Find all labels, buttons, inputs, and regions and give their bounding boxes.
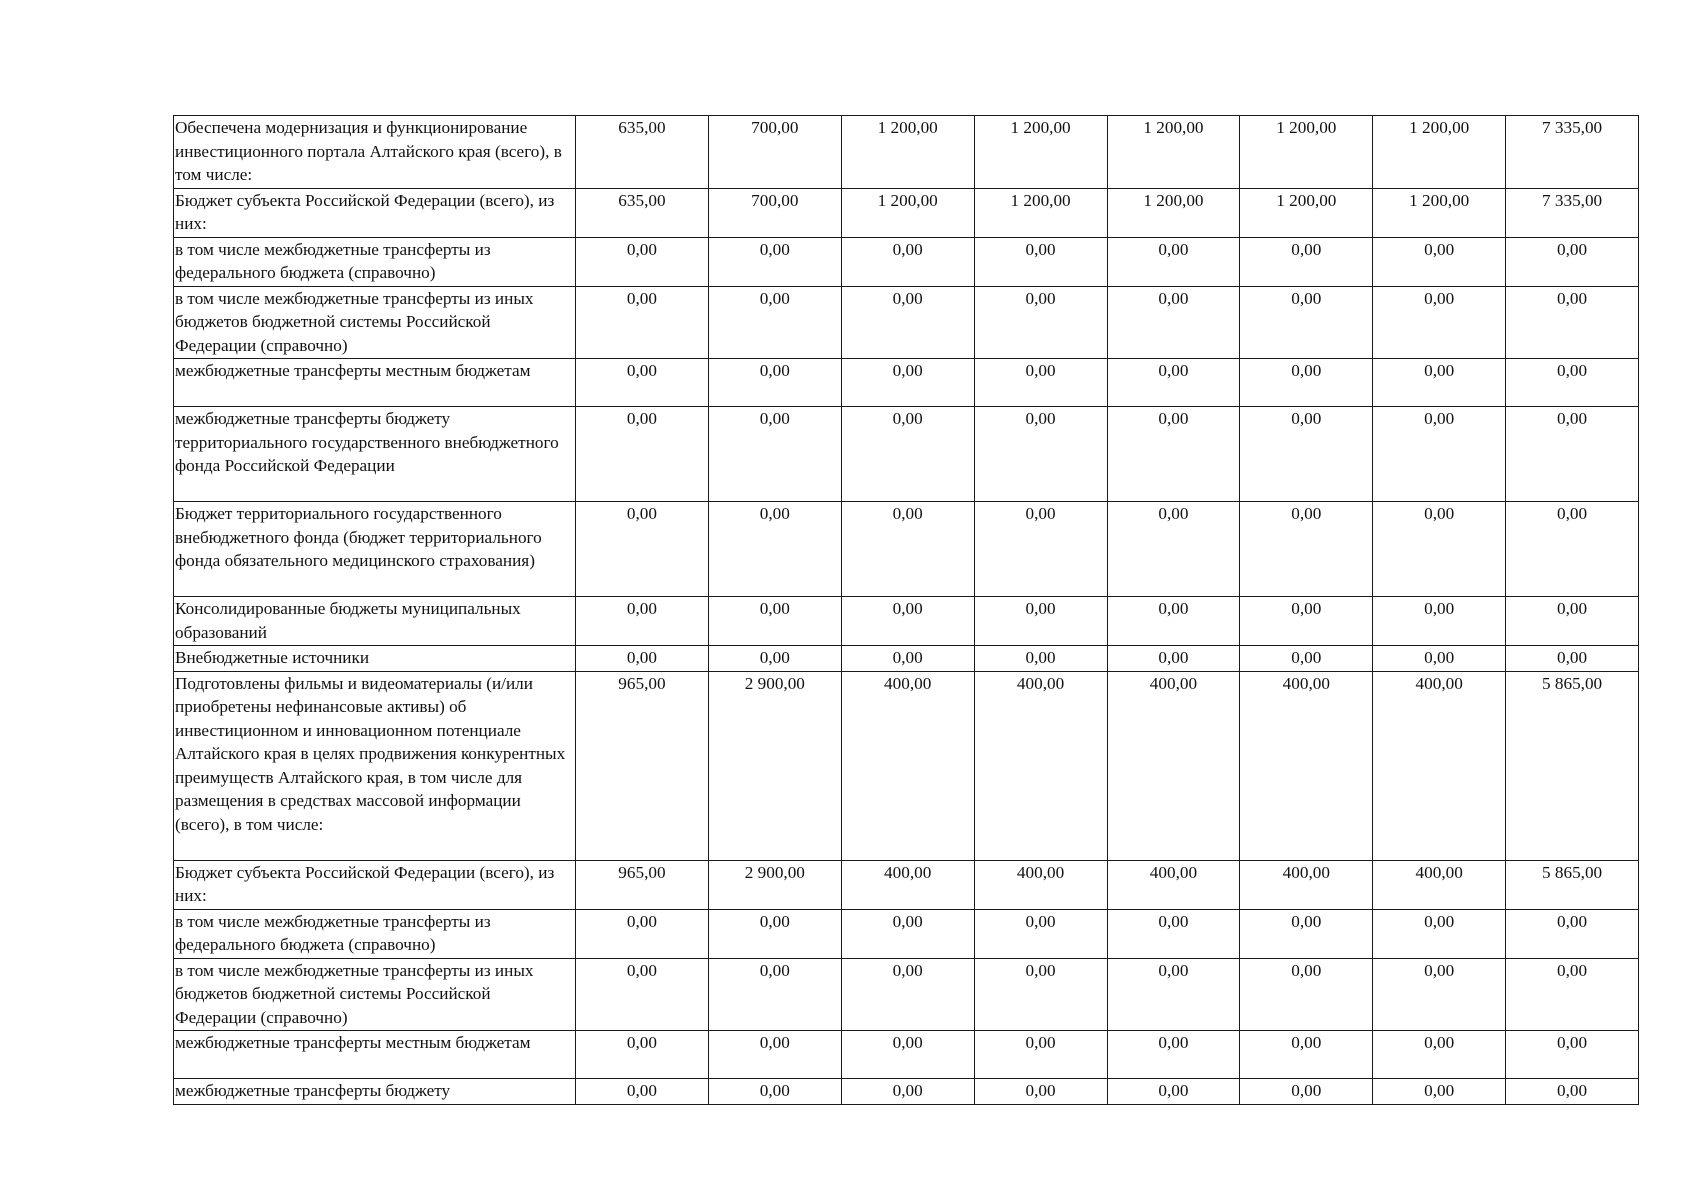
value-cell: 0,00 bbox=[974, 237, 1107, 286]
table-row bbox=[174, 286, 1639, 359]
value-cell: 0,00 bbox=[708, 597, 841, 646]
row-label-cell: межбюджетные трансферты местным бюджетам bbox=[174, 1031, 576, 1079]
value-cell: 0,00 bbox=[1107, 286, 1240, 359]
value-cell: 0,00 bbox=[1373, 286, 1506, 359]
value-cell: 0,00 bbox=[1373, 237, 1506, 286]
value-cell: 0,00 bbox=[1373, 407, 1506, 502]
value-cell: 1 200,00 bbox=[1373, 188, 1506, 237]
financing-table-body bbox=[174, 116, 1639, 1105]
table-row bbox=[174, 909, 1639, 958]
value-cell: 0,00 bbox=[1373, 502, 1506, 597]
value-cell: 0,00 bbox=[708, 958, 841, 1031]
table-row bbox=[174, 116, 1639, 189]
value-cell: 0,00 bbox=[974, 646, 1107, 672]
value-cell: 0,00 bbox=[841, 909, 974, 958]
value-cell: 0,00 bbox=[708, 502, 841, 597]
value-cell: 0,00 bbox=[576, 407, 709, 502]
value-cell: 0,00 bbox=[841, 597, 974, 646]
value-cell: 0,00 bbox=[1506, 407, 1639, 502]
value-cell: 0,00 bbox=[1107, 237, 1240, 286]
value-cell: 0,00 bbox=[1240, 237, 1373, 286]
value-cell: 0,00 bbox=[974, 1079, 1107, 1105]
value-cell: 700,00 bbox=[708, 116, 841, 189]
table-row bbox=[174, 502, 1639, 597]
value-cell: 1 200,00 bbox=[841, 116, 974, 189]
value-cell: 2 900,00 bbox=[708, 671, 841, 860]
value-cell: 400,00 bbox=[974, 671, 1107, 860]
value-cell: 400,00 bbox=[841, 860, 974, 909]
value-cell: 0,00 bbox=[1107, 909, 1240, 958]
value-cell: 0,00 bbox=[1240, 286, 1373, 359]
row-label-cell: в том числе межбюджетные трансферты из федерального бюджета (справочно) bbox=[174, 237, 576, 286]
value-cell: 0,00 bbox=[841, 286, 974, 359]
value-cell: 0,00 bbox=[708, 646, 841, 672]
value-cell: 0,00 bbox=[576, 286, 709, 359]
value-cell: 400,00 bbox=[1107, 671, 1240, 860]
row-label-cell: Бюджет субъекта Российской Федерации (всего), из них: bbox=[174, 860, 576, 909]
table-row bbox=[174, 237, 1639, 286]
value-cell: 0,00 bbox=[1240, 646, 1373, 672]
value-cell: 0,00 bbox=[1506, 286, 1639, 359]
value-cell: 1 200,00 bbox=[1240, 188, 1373, 237]
row-label-cell: Обеспечена модернизация и функционирование инвестиционного портала Алтайского края (всего), в том числе: bbox=[174, 116, 576, 189]
value-cell: 0,00 bbox=[1240, 407, 1373, 502]
value-cell: 400,00 bbox=[1373, 860, 1506, 909]
value-cell: 0,00 bbox=[576, 502, 709, 597]
value-cell: 1 200,00 bbox=[974, 116, 1107, 189]
value-cell: 0,00 bbox=[1373, 359, 1506, 407]
value-cell: 0,00 bbox=[974, 407, 1107, 502]
value-cell: 400,00 bbox=[841, 671, 974, 860]
value-cell: 7 335,00 bbox=[1506, 188, 1639, 237]
table-row bbox=[174, 1031, 1639, 1079]
value-cell: 0,00 bbox=[576, 359, 709, 407]
value-cell: 0,00 bbox=[841, 237, 974, 286]
value-cell: 0,00 bbox=[708, 237, 841, 286]
value-cell: 0,00 bbox=[1373, 909, 1506, 958]
value-cell: 0,00 bbox=[1373, 1079, 1506, 1105]
value-cell: 0,00 bbox=[1506, 646, 1639, 672]
value-cell: 1 200,00 bbox=[1240, 116, 1373, 189]
value-cell: 0,00 bbox=[1373, 958, 1506, 1031]
value-cell: 1 200,00 bbox=[974, 188, 1107, 237]
value-cell: 0,00 bbox=[841, 407, 974, 502]
row-label-cell: межбюджетные трансферты бюджету территориального государственного внебюджетного фонда Российской Федерации bbox=[174, 407, 576, 502]
value-cell: 0,00 bbox=[1506, 359, 1639, 407]
row-label-cell: межбюджетные трансферты местным бюджетам bbox=[174, 359, 576, 407]
value-cell: 0,00 bbox=[576, 909, 709, 958]
value-cell: 0,00 bbox=[576, 646, 709, 672]
value-cell: 5 865,00 bbox=[1506, 671, 1639, 860]
value-cell: 965,00 bbox=[576, 860, 709, 909]
table-row bbox=[174, 597, 1639, 646]
table-row bbox=[174, 958, 1639, 1031]
value-cell: 0,00 bbox=[708, 1031, 841, 1079]
value-cell: 2 900,00 bbox=[708, 860, 841, 909]
value-cell: 0,00 bbox=[576, 1031, 709, 1079]
value-cell: 635,00 bbox=[576, 188, 709, 237]
row-label-cell: межбюджетные трансферты бюджету bbox=[174, 1079, 576, 1105]
document-page bbox=[173, 115, 1639, 1105]
value-cell: 0,00 bbox=[841, 1031, 974, 1079]
value-cell: 0,00 bbox=[841, 502, 974, 597]
value-cell: 0,00 bbox=[841, 958, 974, 1031]
value-cell: 0,00 bbox=[708, 1079, 841, 1105]
value-cell: 5 865,00 bbox=[1506, 860, 1639, 909]
value-cell: 400,00 bbox=[974, 860, 1107, 909]
value-cell: 0,00 bbox=[974, 909, 1107, 958]
value-cell: 0,00 bbox=[1240, 1031, 1373, 1079]
table-row bbox=[174, 407, 1639, 502]
table-row bbox=[174, 188, 1639, 237]
value-cell: 0,00 bbox=[1107, 958, 1240, 1031]
value-cell: 0,00 bbox=[1373, 646, 1506, 672]
row-label-cell: Консолидированные бюджеты муниципальных образований bbox=[174, 597, 576, 646]
value-cell: 0,00 bbox=[576, 237, 709, 286]
value-cell: 0,00 bbox=[576, 1079, 709, 1105]
value-cell: 0,00 bbox=[974, 502, 1107, 597]
value-cell: 0,00 bbox=[841, 1079, 974, 1105]
value-cell: 0,00 bbox=[974, 597, 1107, 646]
row-label-cell: Бюджет территориального государственного внебюджетного фонда (бюджет территориального фонда обязательного медицинского страхования) bbox=[174, 502, 576, 597]
table-row bbox=[174, 646, 1639, 672]
value-cell: 0,00 bbox=[1506, 1031, 1639, 1079]
value-cell: 0,00 bbox=[1107, 407, 1240, 502]
value-cell: 0,00 bbox=[974, 1031, 1107, 1079]
value-cell: 0,00 bbox=[1506, 502, 1639, 597]
value-cell: 0,00 bbox=[841, 646, 974, 672]
value-cell: 0,00 bbox=[1240, 1079, 1373, 1105]
value-cell: 0,00 bbox=[974, 359, 1107, 407]
value-cell: 0,00 bbox=[708, 286, 841, 359]
value-cell: 1 200,00 bbox=[841, 188, 974, 237]
value-cell: 0,00 bbox=[1240, 502, 1373, 597]
value-cell: 400,00 bbox=[1107, 860, 1240, 909]
row-label-cell: Бюджет субъекта Российской Федерации (всего), из них: bbox=[174, 188, 576, 237]
value-cell: 0,00 bbox=[974, 958, 1107, 1031]
value-cell: 700,00 bbox=[708, 188, 841, 237]
table-row bbox=[174, 671, 1639, 860]
value-cell: 0,00 bbox=[1107, 597, 1240, 646]
value-cell: 0,00 bbox=[576, 597, 709, 646]
value-cell: 400,00 bbox=[1373, 671, 1506, 860]
row-label-cell: в том числе межбюджетные трансферты из иных бюджетов бюджетной системы Российской Федерации (справочно) bbox=[174, 958, 576, 1031]
value-cell: 0,00 bbox=[841, 359, 974, 407]
value-cell: 1 200,00 bbox=[1107, 116, 1240, 189]
value-cell: 635,00 bbox=[576, 116, 709, 189]
table-row bbox=[174, 1079, 1639, 1105]
value-cell: 0,00 bbox=[1373, 1031, 1506, 1079]
value-cell: 0,00 bbox=[576, 958, 709, 1031]
value-cell: 0,00 bbox=[708, 909, 841, 958]
value-cell: 0,00 bbox=[1506, 237, 1639, 286]
row-label-cell: в том числе межбюджетные трансферты из федерального бюджета (справочно) bbox=[174, 909, 576, 958]
value-cell: 0,00 bbox=[1506, 958, 1639, 1031]
value-cell: 0,00 bbox=[1107, 1031, 1240, 1079]
value-cell: 0,00 bbox=[1240, 958, 1373, 1031]
value-cell: 965,00 bbox=[576, 671, 709, 860]
value-cell: 0,00 bbox=[1107, 502, 1240, 597]
value-cell: 400,00 bbox=[1240, 860, 1373, 909]
value-cell: 1 200,00 bbox=[1107, 188, 1240, 237]
financing-table bbox=[173, 115, 1639, 1105]
value-cell: 1 200,00 bbox=[1373, 116, 1506, 189]
row-label-cell: в том числе межбюджетные трансферты из иных бюджетов бюджетной системы Российской Федерации (справочно) bbox=[174, 286, 576, 359]
value-cell: 0,00 bbox=[1240, 359, 1373, 407]
row-label-cell: Подготовлены фильмы и видеоматериалы (и/или приобретены нефинансовые активы) об инвестиционном и инновационном потенциале Алтайского края в целях продвижения конкурентных преимуществ Алтайского края, в том числе для размещения в средствах массовой информации (всего), в том числе: bbox=[174, 671, 576, 860]
value-cell: 0,00 bbox=[974, 286, 1107, 359]
value-cell: 0,00 bbox=[1506, 909, 1639, 958]
value-cell: 0,00 bbox=[1373, 597, 1506, 646]
value-cell: 0,00 bbox=[1240, 909, 1373, 958]
table-row bbox=[174, 860, 1639, 909]
value-cell: 0,00 bbox=[1506, 597, 1639, 646]
value-cell: 0,00 bbox=[1107, 359, 1240, 407]
value-cell: 0,00 bbox=[708, 359, 841, 407]
value-cell: 0,00 bbox=[1240, 597, 1373, 646]
table-row bbox=[174, 359, 1639, 407]
row-label-cell: Внебюджетные источники bbox=[174, 646, 576, 672]
value-cell: 0,00 bbox=[708, 407, 841, 502]
value-cell: 400,00 bbox=[1240, 671, 1373, 860]
value-cell: 0,00 bbox=[1107, 646, 1240, 672]
value-cell: 0,00 bbox=[1506, 1079, 1639, 1105]
value-cell: 7 335,00 bbox=[1506, 116, 1639, 189]
value-cell: 0,00 bbox=[1107, 1079, 1240, 1105]
